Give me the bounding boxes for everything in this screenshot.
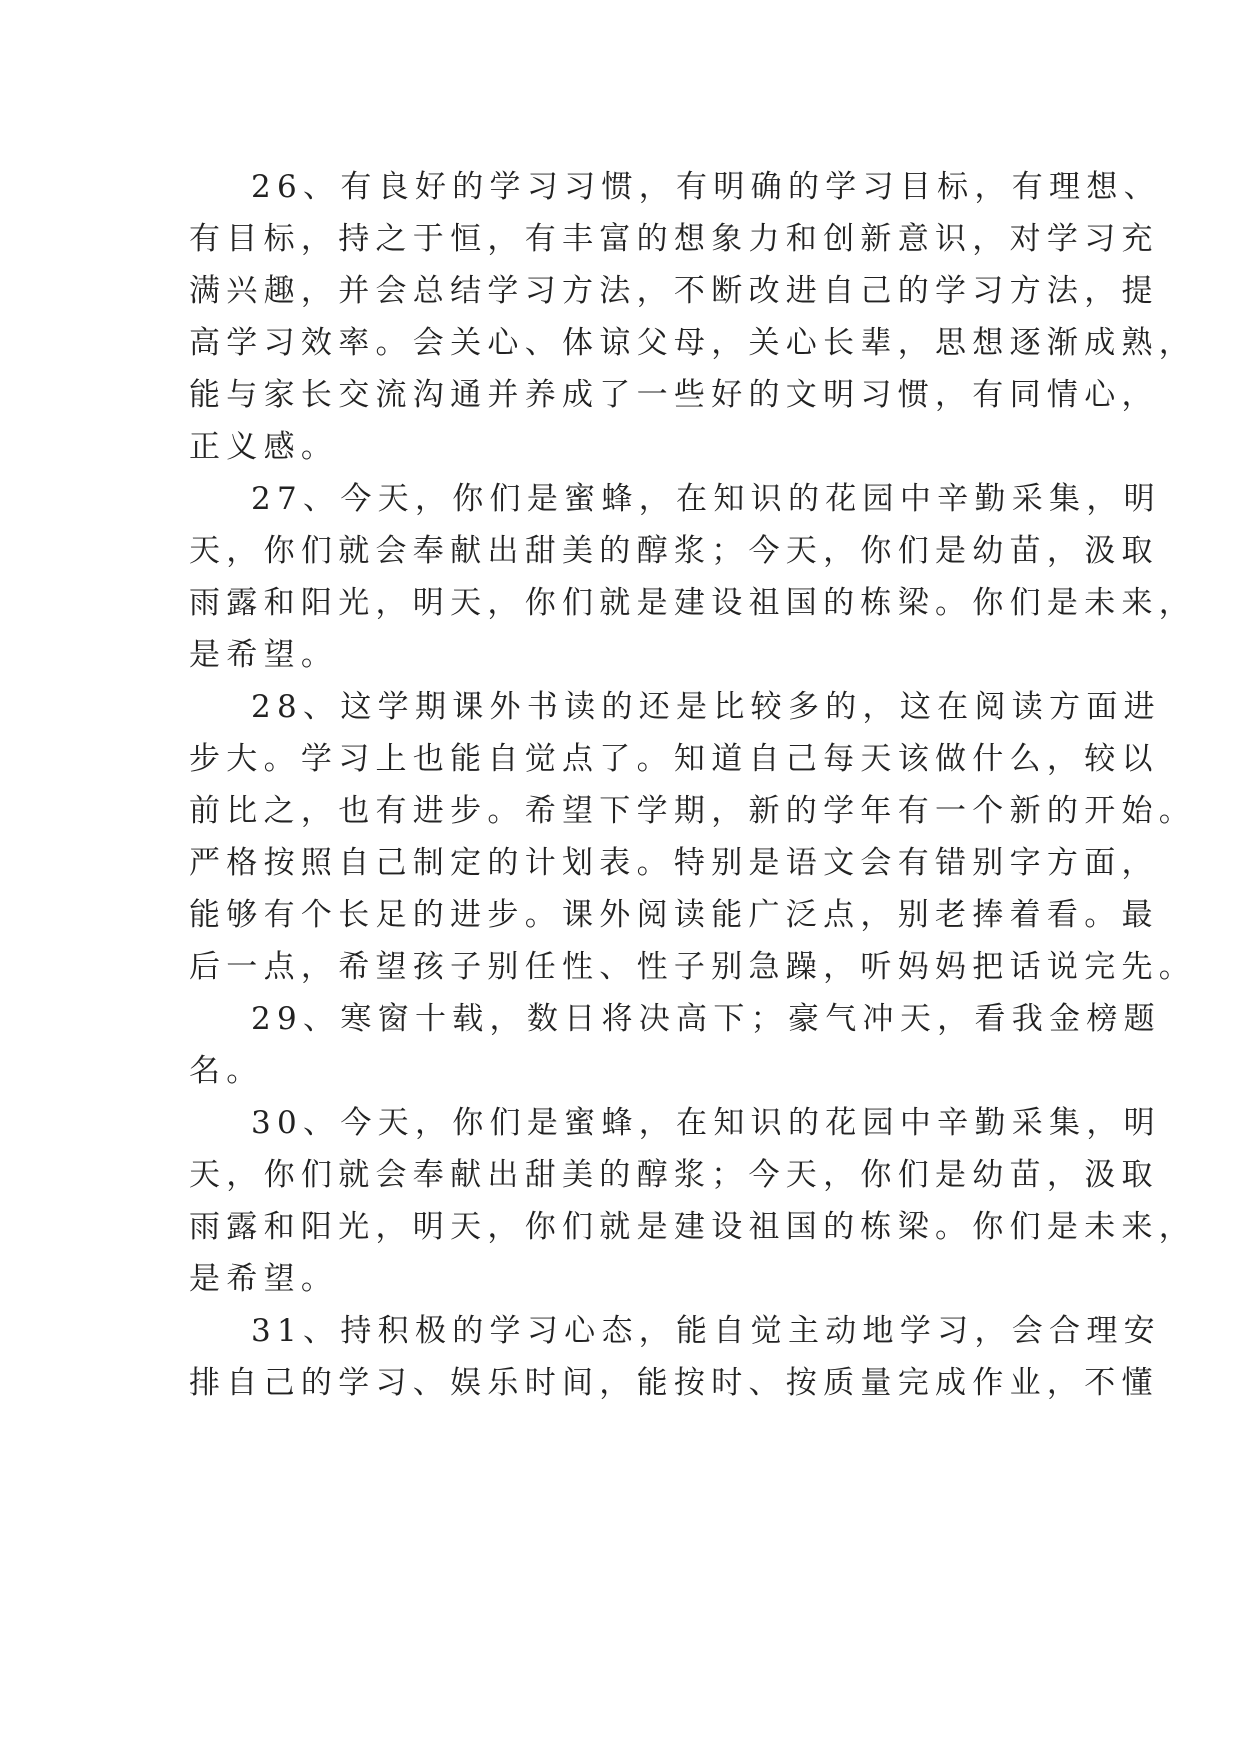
paragraph-26-line-4: 高学习效率。会关心、体谅父母，关心长辈，思想逐渐成熟， [189,325,1197,361]
paragraph-30-line-4: 是希望。 [189,1261,339,1297]
paragraph-30-line-1: 30、今天，你们是蜜蜂，在知识的花园中辛勤采集，明 [251,1105,1161,1141]
paragraph-28-line-6: 后一点，希望孩子别任性、性子别急躁，听妈妈把话说完先。 [189,949,1197,985]
paragraph-27-line-3: 雨露和阳光，明天，你们就是建设祖国的栋梁。你们是未来， [189,585,1197,621]
paragraph-30-line-2: 天，你们就会奉献出甜美的醇浆；今天，你们是幼苗，汲取 [189,1157,1159,1193]
paragraph-31-line-1: 31、持积极的学习心态，能自觉主动地学习，会合理安 [251,1313,1161,1349]
paragraph-27-line-1: 27、今天，你们是蜜蜂，在知识的花园中辛勤采集，明 [251,481,1161,517]
paragraph-28-line-2: 步大。学习上也能自觉点了。知道自己每天该做什么，较以 [189,741,1159,777]
paragraph-28-line-1: 28、这学期课外书读的还是比较多的，这在阅读方面进 [251,689,1161,725]
paragraph-26-line-2: 有目标，持之于恒，有丰富的想象力和创新意识，对学习充 [189,221,1159,257]
paragraph-26-line-3: 满兴趣，并会总结学习方法，不断改进自己的学习方法，提 [189,273,1159,309]
paragraph-30-line-3: 雨露和阳光，明天，你们就是建设祖国的栋梁。你们是未来， [189,1209,1197,1245]
paragraph-27-line-2: 天，你们就会奉献出甜美的醇浆；今天，你们是幼苗，汲取 [189,533,1159,569]
paragraph-29-line-2: 名。 [189,1053,264,1089]
paragraph-29-line-1: 29、寒窗十载，数日将决高下；豪气冲天，看我金榜题 [251,1001,1161,1037]
paragraph-26-line-6: 正义感。 [189,429,339,465]
paragraph-26-line-5: 能与家长交流沟通并养成了一些好的文明习惯，有同情心， [189,377,1159,413]
paragraph-28-line-5: 能够有个长足的进步。课外阅读能广泛点，别老捧着看。最 [189,897,1159,933]
paragraph-28-line-3: 前比之，也有进步。希望下学期，新的学年有一个新的开始。 [189,793,1197,829]
paragraph-28-line-4: 严格按照自己制定的计划表。特别是语文会有错别字方面， [189,845,1159,881]
paragraph-31-line-2: 排自己的学习、娱乐时间，能按时、按质量完成作业，不懂 [189,1365,1159,1401]
paragraph-26-line-1: 26、有良好的学习习惯，有明确的学习目标，有理想、 [251,169,1161,205]
paragraph-27-line-4: 是希望。 [189,637,339,673]
